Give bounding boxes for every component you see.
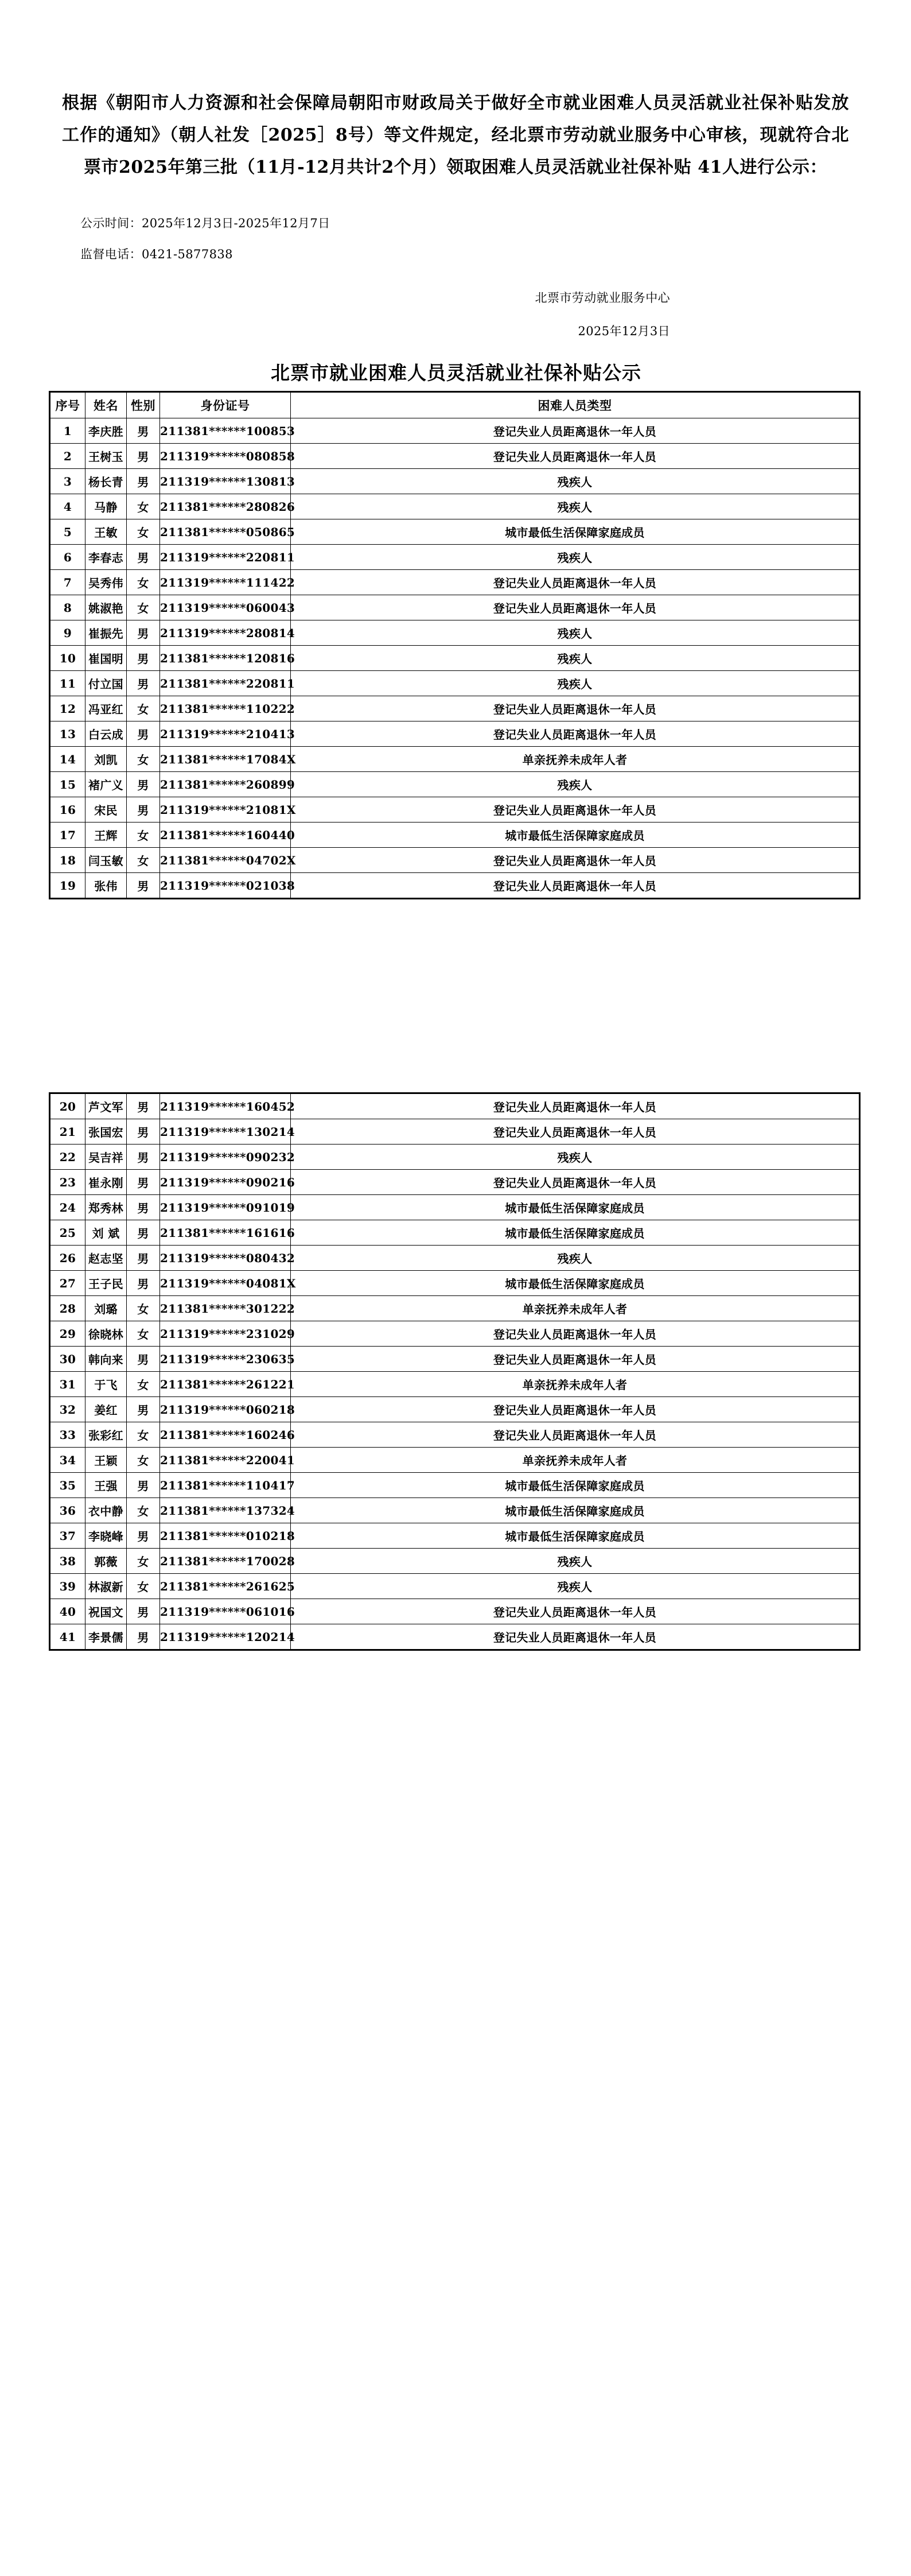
cell-id-number: 211381******160246 <box>160 1422 291 1448</box>
cell-id-number: 211381******301222 <box>160 1296 291 1321</box>
cell-difficulty-type: 残疾人 <box>291 671 860 696</box>
cell-difficulty-type: 登记失业人员距离退休一年人员 <box>291 1119 860 1145</box>
cell-difficulty-type: 登记失业人员距离退休一年人员 <box>291 1093 860 1119</box>
cell-gender: 男 <box>127 1397 160 1422</box>
cell-difficulty-type: 登记失业人员距离退休一年人员 <box>291 696 860 721</box>
cell-name: 张伟 <box>85 873 127 899</box>
table-row <box>50 570 860 595</box>
cell-index: 32 <box>50 1397 85 1422</box>
cell-name: 赵志坚 <box>85 1246 127 1271</box>
table-row <box>50 1372 860 1397</box>
table-row <box>50 772 860 797</box>
cell-index: 38 <box>50 1549 85 1574</box>
cell-gender: 男 <box>127 1220 160 1246</box>
cell-index: 21 <box>50 1119 85 1145</box>
table-row <box>50 494 860 519</box>
cell-index: 15 <box>50 772 85 797</box>
cell-index: 2 <box>50 444 85 469</box>
cell-gender: 女 <box>127 494 160 519</box>
cell-gender: 女 <box>127 747 160 772</box>
table-row <box>50 848 860 873</box>
cell-id-number: 211381******050865 <box>160 519 291 545</box>
cell-gender: 女 <box>127 1296 160 1321</box>
cell-id-number: 211381******120816 <box>160 646 291 671</box>
cell-difficulty-type: 单亲抚养未成年人者 <box>291 1448 860 1473</box>
cell-difficulty-type: 残疾人 <box>291 1145 860 1170</box>
table-row <box>50 1145 860 1170</box>
cell-difficulty-type: 残疾人 <box>291 620 860 646</box>
cell-difficulty-type: 残疾人 <box>291 469 860 494</box>
cell-difficulty-type: 残疾人 <box>291 1246 860 1271</box>
table-body-page-one <box>50 418 860 899</box>
cell-difficulty-type: 残疾人 <box>291 494 860 519</box>
cell-id-number: 211319******111422 <box>160 570 291 595</box>
cell-gender: 男 <box>127 721 160 747</box>
cell-gender: 男 <box>127 1093 160 1119</box>
cell-index: 31 <box>50 1372 85 1397</box>
cell-difficulty-type: 登记失业人员距离退休一年人员 <box>291 1624 860 1650</box>
cell-index: 12 <box>50 696 85 721</box>
cell-difficulty-type: 登记失业人员距离退休一年人员 <box>291 1422 860 1448</box>
column-header-difficulty-type: 困难人员类型 <box>291 392 860 418</box>
publicity-period-line: 公示时间：2025年12月3日-2025年12月7日 <box>80 216 330 230</box>
cell-gender: 男 <box>127 1195 160 1220</box>
cell-name: 徐晓林 <box>85 1321 127 1347</box>
cell-id-number: 211319******130813 <box>160 469 291 494</box>
cell-id-number: 211381******220811 <box>160 671 291 696</box>
table-row <box>50 1271 860 1296</box>
cell-index: 30 <box>50 1347 85 1372</box>
cell-gender: 男 <box>127 797 160 823</box>
meta-section <box>0 184 911 270</box>
cell-name: 杨长青 <box>85 469 127 494</box>
table-row <box>50 1170 860 1195</box>
cell-id-number: 211319******21081X <box>160 797 291 823</box>
table-caption: 北票市就业困难人员灵活就业社保补贴公示 <box>271 362 641 384</box>
cell-gender: 男 <box>127 671 160 696</box>
cell-gender: 男 <box>127 1347 160 1372</box>
cell-difficulty-type: 城市最低生活保障家庭成员 <box>291 1195 860 1220</box>
column-header-index: 序号 <box>50 392 85 418</box>
cell-gender: 女 <box>127 823 160 848</box>
cell-name: 郭薇 <box>85 1549 127 1574</box>
table-row <box>50 1549 860 1574</box>
cell-id-number: 211319******080858 <box>160 444 291 469</box>
cell-index: 41 <box>50 1624 85 1650</box>
cell-name: 崔国明 <box>85 646 127 671</box>
cell-id-number: 211381******160440 <box>160 823 291 848</box>
cell-difficulty-type: 登记失业人员距离退休一年人员 <box>291 1397 860 1422</box>
cell-name: 崔振先 <box>85 620 127 646</box>
cell-id-number: 211319******280814 <box>160 620 291 646</box>
cell-difficulty-type: 城市最低生活保障家庭成员 <box>291 519 860 545</box>
cell-name: 刘 斌 <box>85 1220 127 1246</box>
cell-index: 9 <box>50 620 85 646</box>
cell-name: 冯亚红 <box>85 696 127 721</box>
cell-difficulty-type: 单亲抚养未成年人者 <box>291 1372 860 1397</box>
cell-name: 衣中静 <box>85 1498 127 1523</box>
cell-id-number: 211319******061016 <box>160 1599 291 1624</box>
cell-index: 6 <box>50 545 85 570</box>
cell-id-number: 211381******260899 <box>160 772 291 797</box>
cell-id-number: 211319******090216 <box>160 1170 291 1195</box>
cell-name: 李景儒 <box>85 1624 127 1650</box>
cell-difficulty-type: 城市最低生活保障家庭成员 <box>291 1498 860 1523</box>
cell-name: 郑秀林 <box>85 1195 127 1220</box>
cell-gender: 男 <box>127 1624 160 1650</box>
cell-difficulty-type: 登记失业人员距离退休一年人员 <box>291 848 860 873</box>
cell-difficulty-type: 残疾人 <box>291 1549 860 1574</box>
cell-gender: 男 <box>127 1246 160 1271</box>
cell-index: 33 <box>50 1422 85 1448</box>
cell-name: 王敏 <box>85 519 127 545</box>
table-row <box>50 1599 860 1624</box>
table-row <box>50 1321 860 1347</box>
cell-gender: 女 <box>127 1498 160 1523</box>
cell-difficulty-type: 登记失业人员距离退休一年人员 <box>291 721 860 747</box>
cell-id-number: 211381******17084X <box>160 747 291 772</box>
table-row <box>50 747 860 772</box>
cell-index: 23 <box>50 1170 85 1195</box>
cell-difficulty-type: 单亲抚养未成年人者 <box>291 747 860 772</box>
cell-index: 16 <box>50 797 85 823</box>
cell-id-number: 211319******220811 <box>160 545 291 570</box>
cell-index: 8 <box>50 595 85 620</box>
cell-id-number: 211319******160452 <box>160 1093 291 1119</box>
table-row <box>50 469 860 494</box>
cell-name: 于飞 <box>85 1372 127 1397</box>
page-break-spacer <box>0 899 911 1092</box>
supervision-phone-line: 监督电话：0421-5877838 <box>80 247 233 261</box>
table-header-row <box>50 392 860 418</box>
cell-id-number: 211319******120214 <box>160 1624 291 1650</box>
cell-gender: 男 <box>127 1473 160 1498</box>
cell-id-number: 211381******261221 <box>160 1372 291 1397</box>
cell-gender: 男 <box>127 1145 160 1170</box>
cell-index: 36 <box>50 1498 85 1523</box>
table-row <box>50 1296 860 1321</box>
bottom-spacer <box>0 1651 911 1697</box>
cell-difficulty-type: 城市最低生活保障家庭成员 <box>291 1523 860 1549</box>
cell-id-number: 211381******161616 <box>160 1220 291 1246</box>
cell-name: 王子民 <box>85 1271 127 1296</box>
table-row <box>50 1119 860 1145</box>
cell-name: 芦文军 <box>85 1093 127 1119</box>
cell-index: 18 <box>50 848 85 873</box>
cell-gender: 女 <box>127 1422 160 1448</box>
table-row <box>50 519 860 545</box>
cell-id-number: 211381******04702X <box>160 848 291 873</box>
table-row <box>50 1093 860 1119</box>
cell-difficulty-type: 登记失业人员距离退休一年人员 <box>291 1170 860 1195</box>
cell-index: 7 <box>50 570 85 595</box>
cell-id-number: 211381******137324 <box>160 1498 291 1523</box>
cell-id-number: 211381******110222 <box>160 696 291 721</box>
cell-gender: 男 <box>127 646 160 671</box>
cell-index: 26 <box>50 1246 85 1271</box>
cell-name: 刘凯 <box>85 747 127 772</box>
table-head <box>50 392 860 418</box>
cell-difficulty-type: 登记失业人员距离退休一年人员 <box>291 595 860 620</box>
cell-name: 王颖 <box>85 1448 127 1473</box>
cell-id-number: 211381******110417 <box>160 1473 291 1498</box>
cell-name: 王辉 <box>85 823 127 848</box>
cell-gender: 女 <box>127 1321 160 1347</box>
cell-index: 5 <box>50 519 85 545</box>
cell-gender: 女 <box>127 848 160 873</box>
table-row <box>50 444 860 469</box>
cell-name: 白云成 <box>85 721 127 747</box>
cell-difficulty-type: 残疾人 <box>291 646 860 671</box>
table-row <box>50 873 860 899</box>
table-row <box>50 545 860 570</box>
cell-id-number: 211319******090232 <box>160 1145 291 1170</box>
cell-difficulty-type: 登记失业人员距离退休一年人员 <box>291 873 860 899</box>
publicity-table-page-one <box>49 391 861 899</box>
cell-gender: 男 <box>127 772 160 797</box>
cell-difficulty-type: 登记失业人员距离退休一年人员 <box>291 1599 860 1624</box>
cell-name: 吴秀伟 <box>85 570 127 595</box>
cell-difficulty-type: 登记失业人员距离退休一年人员 <box>291 444 860 469</box>
cell-name: 祝国文 <box>85 1599 127 1624</box>
table-body-page-two <box>50 1093 860 1650</box>
issuer-name: 北票市劳动就业服务中心 <box>535 291 670 305</box>
cell-gender: 女 <box>127 595 160 620</box>
cell-index: 35 <box>50 1473 85 1498</box>
table-row <box>50 1422 860 1448</box>
cell-id-number: 211381******261625 <box>160 1574 291 1599</box>
table-row <box>50 418 860 444</box>
column-header-name: 姓名 <box>85 392 127 418</box>
cell-name: 吴吉祥 <box>85 1145 127 1170</box>
cell-index: 39 <box>50 1574 85 1599</box>
preamble-section <box>0 0 911 184</box>
table-row <box>50 671 860 696</box>
cell-id-number: 211381******170028 <box>160 1549 291 1574</box>
cell-index: 11 <box>50 671 85 696</box>
cell-name: 闫玉敏 <box>85 848 127 873</box>
table-row <box>50 620 860 646</box>
cell-id-number: 211381******220041 <box>160 1448 291 1473</box>
cell-name: 李春志 <box>85 545 127 570</box>
cell-index: 29 <box>50 1321 85 1347</box>
cell-difficulty-type: 登记失业人员距离退休一年人员 <box>291 1321 860 1347</box>
cell-difficulty-type: 残疾人 <box>291 772 860 797</box>
table-row <box>50 1473 860 1498</box>
cell-gender: 女 <box>127 1549 160 1574</box>
cell-index: 40 <box>50 1599 85 1624</box>
cell-index: 14 <box>50 747 85 772</box>
cell-index: 27 <box>50 1271 85 1296</box>
cell-id-number: 211381******100853 <box>160 418 291 444</box>
column-header-id-number: 身份证号 <box>160 392 291 418</box>
cell-name: 张国宏 <box>85 1119 127 1145</box>
publicity-table-page-two <box>49 1092 861 1651</box>
cell-id-number: 211319******130214 <box>160 1119 291 1145</box>
column-header-gender: 性别 <box>127 392 160 418</box>
cell-name: 褚广义 <box>85 772 127 797</box>
cell-difficulty-type: 登记失业人员距离退休一年人员 <box>291 797 860 823</box>
cell-id-number: 211319******091019 <box>160 1195 291 1220</box>
cell-name: 张彩红 <box>85 1422 127 1448</box>
table-row <box>50 1523 860 1549</box>
cell-index: 28 <box>50 1296 85 1321</box>
cell-name: 李庆胜 <box>85 418 127 444</box>
cell-gender: 男 <box>127 1523 160 1549</box>
cell-index: 17 <box>50 823 85 848</box>
cell-index: 4 <box>50 494 85 519</box>
cell-name: 韩向来 <box>85 1347 127 1372</box>
cell-difficulty-type: 登记失业人员距离退休一年人员 <box>291 570 860 595</box>
table-row <box>50 1624 860 1650</box>
cell-difficulty-type: 城市最低生活保障家庭成员 <box>291 823 860 848</box>
cell-difficulty-type: 单亲抚养未成年人者 <box>291 1296 860 1321</box>
cell-difficulty-type: 残疾人 <box>291 545 860 570</box>
table-row <box>50 1498 860 1523</box>
cell-index: 10 <box>50 646 85 671</box>
table-row <box>50 1397 860 1422</box>
table-page-one-wrapper <box>0 391 911 899</box>
cell-gender: 男 <box>127 1170 160 1195</box>
table-row <box>50 696 860 721</box>
issue-date: 2025年12月3日 <box>578 324 670 338</box>
cell-index: 3 <box>50 469 85 494</box>
cell-id-number: 211319******060043 <box>160 595 291 620</box>
cell-index: 1 <box>50 418 85 444</box>
cell-name: 李晓峰 <box>85 1523 127 1549</box>
table-row <box>50 1195 860 1220</box>
cell-gender: 女 <box>127 519 160 545</box>
table-row <box>50 797 860 823</box>
cell-difficulty-type: 城市最低生活保障家庭成员 <box>291 1220 860 1246</box>
cell-index: 13 <box>50 721 85 747</box>
cell-name: 付立国 <box>85 671 127 696</box>
table-row <box>50 1574 860 1599</box>
table-row <box>50 1448 860 1473</box>
cell-index: 25 <box>50 1220 85 1246</box>
table-row <box>50 721 860 747</box>
cell-gender: 女 <box>127 1574 160 1599</box>
cell-gender: 女 <box>127 1448 160 1473</box>
cell-gender: 男 <box>127 444 160 469</box>
table-row <box>50 595 860 620</box>
cell-name: 宋民 <box>85 797 127 823</box>
cell-id-number: 211381******010218 <box>160 1523 291 1549</box>
cell-id-number: 211319******210413 <box>160 721 291 747</box>
cell-gender: 男 <box>127 620 160 646</box>
cell-difficulty-type: 登记失业人员距离退休一年人员 <box>291 418 860 444</box>
cell-id-number: 211381******280826 <box>160 494 291 519</box>
cell-difficulty-type: 残疾人 <box>291 1574 860 1599</box>
table-row <box>50 1246 860 1271</box>
cell-difficulty-type: 城市最低生活保障家庭成员 <box>291 1271 860 1296</box>
cell-gender: 男 <box>127 1271 160 1296</box>
cell-name: 崔永刚 <box>85 1170 127 1195</box>
cell-id-number: 211319******080432 <box>160 1246 291 1271</box>
cell-id-number: 211319******230635 <box>160 1347 291 1372</box>
cell-gender: 男 <box>127 418 160 444</box>
cell-gender: 男 <box>127 1119 160 1145</box>
cell-index: 20 <box>50 1093 85 1119</box>
cell-index: 19 <box>50 873 85 899</box>
cell-index: 24 <box>50 1195 85 1220</box>
cell-name: 林淑新 <box>85 1574 127 1599</box>
cell-id-number: 211319******231029 <box>160 1321 291 1347</box>
cell-id-number: 211319******04081X <box>160 1271 291 1296</box>
table-page-two-wrapper <box>0 1092 911 1651</box>
cell-gender: 男 <box>127 873 160 899</box>
signature-section <box>0 270 911 348</box>
cell-name: 姜红 <box>85 1397 127 1422</box>
table-row <box>50 1220 860 1246</box>
preamble-paragraph: 根据《朝阳市人力资源和社会保障局朝阳市财政局关于做好全市就业困难人员灵活就业社保补贴发放工作的通知》（朝人社发［2025］8号）等文件规定，经北票市劳动就业服务中心审核，现就符合北票市2025年第三批（11月-12月共计2个月）领取困难人员灵活就业社保补贴 41人进行公示： <box>62 93 849 177</box>
cell-gender: 男 <box>127 545 160 570</box>
cell-name: 刘璐 <box>85 1296 127 1321</box>
cell-name: 王树玉 <box>85 444 127 469</box>
cell-name: 姚淑艳 <box>85 595 127 620</box>
cell-gender: 男 <box>127 1599 160 1624</box>
cell-gender: 男 <box>127 469 160 494</box>
cell-name: 王强 <box>85 1473 127 1498</box>
cell-gender: 女 <box>127 570 160 595</box>
cell-index: 37 <box>50 1523 85 1549</box>
cell-index: 22 <box>50 1145 85 1170</box>
cell-id-number: 211319******021038 <box>160 873 291 899</box>
cell-id-number: 211319******060218 <box>160 1397 291 1422</box>
cell-name: 马静 <box>85 494 127 519</box>
cell-difficulty-type: 城市最低生活保障家庭成员 <box>291 1473 860 1498</box>
table-row <box>50 646 860 671</box>
cell-index: 34 <box>50 1448 85 1473</box>
table-row <box>50 823 860 848</box>
table-row <box>50 1347 860 1372</box>
cell-gender: 女 <box>127 1372 160 1397</box>
cell-difficulty-type: 登记失业人员距离退休一年人员 <box>291 1347 860 1372</box>
cell-gender: 女 <box>127 696 160 721</box>
